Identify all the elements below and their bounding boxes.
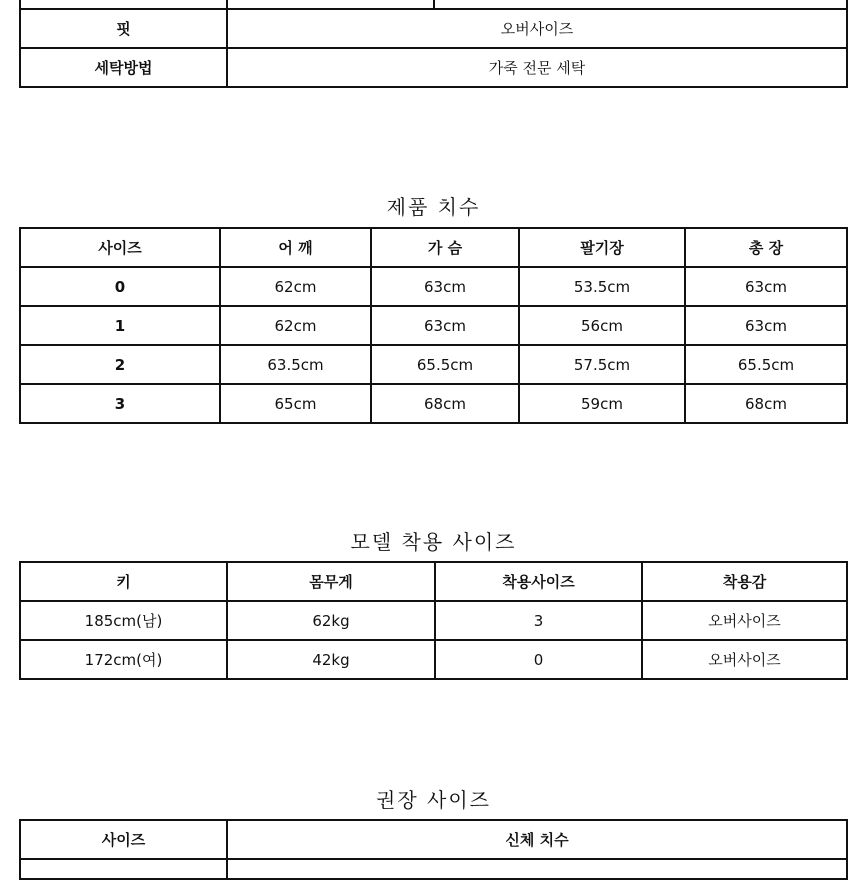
cell: 63.5cm: [220, 345, 371, 384]
recommended-size-table: [19, 819, 848, 880]
col-header: 가 슴: [371, 228, 519, 267]
table-row: [20, 384, 847, 423]
cell: 53.5cm: [519, 267, 685, 306]
size-cell: 1: [20, 306, 220, 345]
col-header: 총 장: [685, 228, 847, 267]
cell: 63cm: [371, 267, 519, 306]
table-row: [20, 640, 847, 679]
col-header: 착용사이즈: [435, 562, 642, 601]
cell: 56cm: [519, 306, 685, 345]
info-table: [19, 0, 848, 88]
model-size-table: [19, 561, 848, 680]
info-value-wash: 가죽 전문 세탁: [227, 48, 847, 87]
cell: [227, 859, 847, 879]
table-row: [20, 9, 847, 48]
info-label-wash: 세탁방법: [20, 48, 227, 87]
table-header-row: [20, 820, 847, 859]
cell: 3: [435, 601, 642, 640]
product-size-table: [19, 227, 848, 424]
col-header: 사이즈: [20, 228, 220, 267]
cell: 42kg: [227, 640, 435, 679]
size-cell: 2: [20, 345, 220, 384]
table-row: [20, 601, 847, 640]
cell: 65cm: [220, 384, 371, 423]
cell: 63cm: [685, 267, 847, 306]
cell: 172cm(여): [20, 640, 227, 679]
info-value: [434, 0, 847, 9]
cell: 68cm: [685, 384, 847, 423]
cell: 65.5cm: [371, 345, 519, 384]
model-size-title: 모델 착용 사이즈: [350, 530, 517, 554]
cell: 오버사이즈: [642, 640, 847, 679]
col-header: 어 깨: [220, 228, 371, 267]
table-row: [20, 0, 847, 9]
col-header: 몸무게: [227, 562, 435, 601]
cell: 오버사이즈: [642, 601, 847, 640]
cell: 63cm: [371, 306, 519, 345]
cell: 63cm: [685, 306, 847, 345]
cell: 0: [435, 640, 642, 679]
table-header-row: [20, 562, 847, 601]
table-row: [20, 267, 847, 306]
col-header: 착용감: [642, 562, 847, 601]
table-row: [20, 306, 847, 345]
size-cell: 3: [20, 384, 220, 423]
col-header: 키: [20, 562, 227, 601]
cell: 65.5cm: [685, 345, 847, 384]
table-row: [20, 345, 847, 384]
info-label-fit: 핏: [20, 9, 227, 48]
cell: 59cm: [519, 384, 685, 423]
col-header: 사이즈: [20, 820, 227, 859]
size-cell: 0: [20, 267, 220, 306]
recommended-size-title: 권장 사이즈: [376, 788, 491, 812]
cell: 185cm(남): [20, 601, 227, 640]
table-row: [20, 48, 847, 87]
info-value-fit: 오버사이즈: [227, 9, 847, 48]
table-row: [20, 859, 847, 879]
info-value: [227, 0, 434, 9]
info-label: [20, 0, 227, 9]
product-size-title: 제품 치수: [386, 195, 481, 219]
cell: 62kg: [227, 601, 435, 640]
cell: 62cm: [220, 267, 371, 306]
col-header: 신체 치수: [227, 820, 847, 859]
cell: 57.5cm: [519, 345, 685, 384]
col-header: 팔기장: [519, 228, 685, 267]
cell: 62cm: [220, 306, 371, 345]
table-header-row: [20, 228, 847, 267]
cell: 68cm: [371, 384, 519, 423]
cell: [20, 859, 227, 879]
